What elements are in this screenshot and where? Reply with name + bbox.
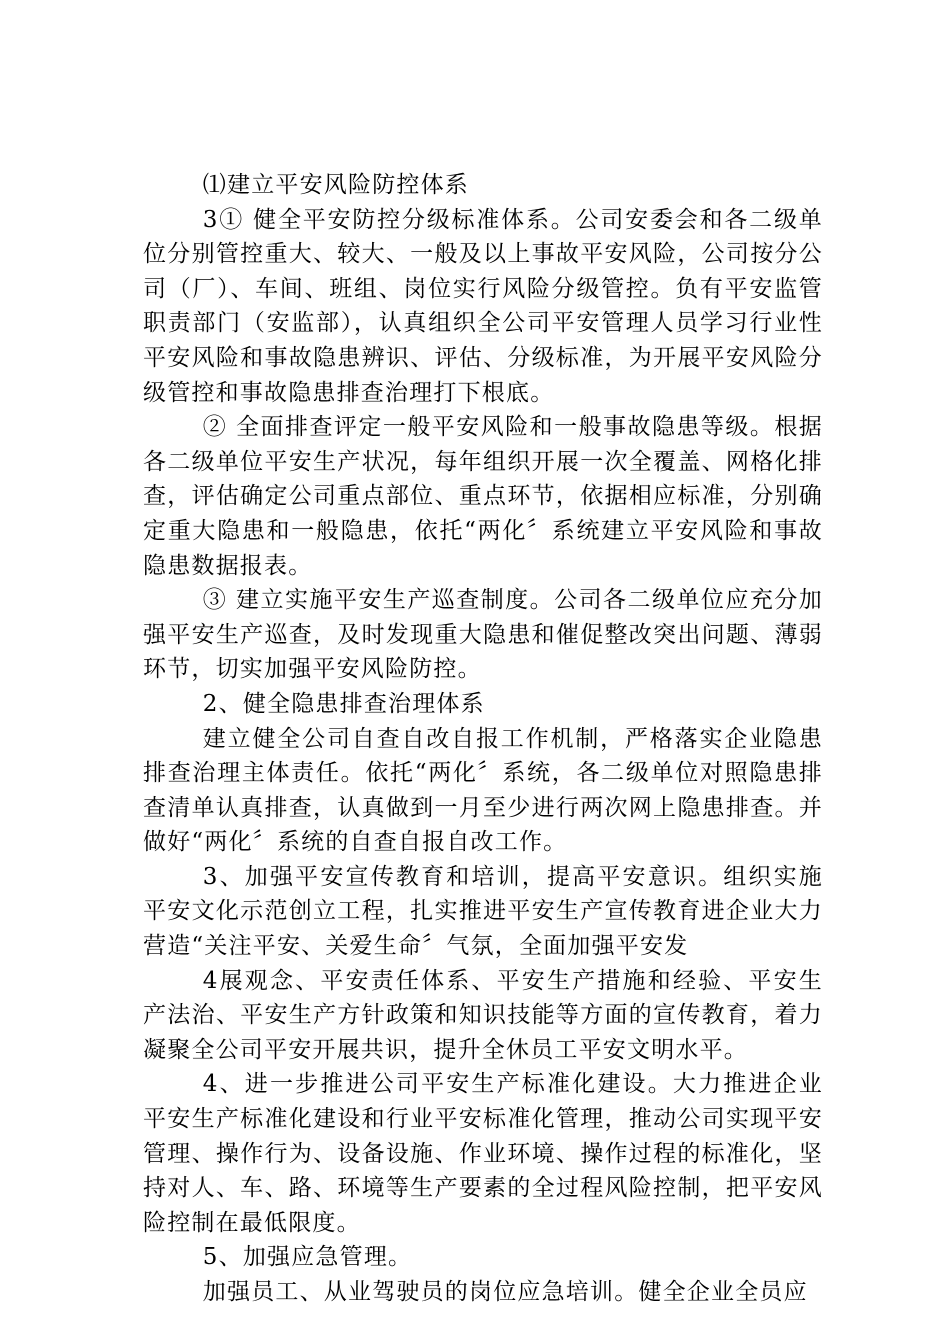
paragraph-emergency-training: 加强员工、从业驾驶员的岗位应急培训。健全企业全员应 bbox=[202, 1279, 808, 1305]
paragraph-inspection-system: ③ 建立实施平安生产巡查制度。公司各二级单位应充分加强平安生产巡查，及时发现重大隐患和催促整改突出问题、薄弱环节，切实加强平安风险防控。 bbox=[143, 587, 823, 683]
document-body bbox=[143, 168, 823, 1310]
heading-emergency-management: 5、加强应急管理。 bbox=[202, 1244, 413, 1271]
heading-risk-control-system: ⑴建立平安风险防控体系 bbox=[202, 172, 469, 198]
paragraph-risk-assessment: ② 全面排查评定一般平安风险和一般事故隐患等级。根据各二级单位平安生产状况，每年组织开展一次全覆盖、网格化排查，评估确定公司重点部位、重点环节，依据相应标准，分别确定重大隐患和一般隐患，依托“两化〞系统建立平安风险和事故隐患数据报表。 bbox=[143, 414, 823, 579]
paragraph-safety-education: 3、加强平安宣传教育和培训，提高平安意识。组织实施平安文化示范创立工程，扎实推进平安生产宣传教育进企业大力营造“关注平安、关爱生命〞气氛，全面加强平安发 bbox=[143, 863, 823, 960]
paragraph-standardization: 4、进一步推进公司平安生产标准化建设。大力推进企业平安生产标准化建设和行业平安标准化管理，推动公司实现平安管理、操作行为、设备设施、作业环境、操作过程的标准化，坚持对人、车、路、环境等生产要素的全过程风险控制，把平安风险控制在最低限度。 bbox=[143, 1071, 823, 1236]
heading-hazard-investigation: 2、健全隐患排查治理体系 bbox=[202, 690, 485, 717]
paragraph-grading-standard: 3① 健全平安防控分级标准体系。公司安委会和各二级单位分别管控重大、较大、一般及以上事故平安风险，公司按分公司（厂）、车间、班组、岗位实行风险分级管控。负有平安监管职责部门（安监部），认真组织全公司平安管理人员学习行业性平安风险和事故隐患辨识、评估、分级标准，为开展平安风险分级管控和事故隐患排查治理打下根底。 bbox=[143, 206, 823, 406]
paragraph-safety-awareness: 4展观念、平安责任体系、平安生产措施和经验、平安生产法治、平安生产方针政策和知识技能等方面的宣传教育，着力凝聚全公司平安开展共识，提升全休员工平安文明水平。 bbox=[143, 967, 823, 1063]
paragraph-self-inspection: 建立健全公司自查自改自报工作机制，严格落实企业隐患排查治理主体责任。依托“两化〞系统，各二级单位对照隐患排查清单认真排查，认真做到一月至少进行两次网上隐患排查。并做好“两化〞系统的自查自报自改工作。 bbox=[143, 725, 823, 856]
